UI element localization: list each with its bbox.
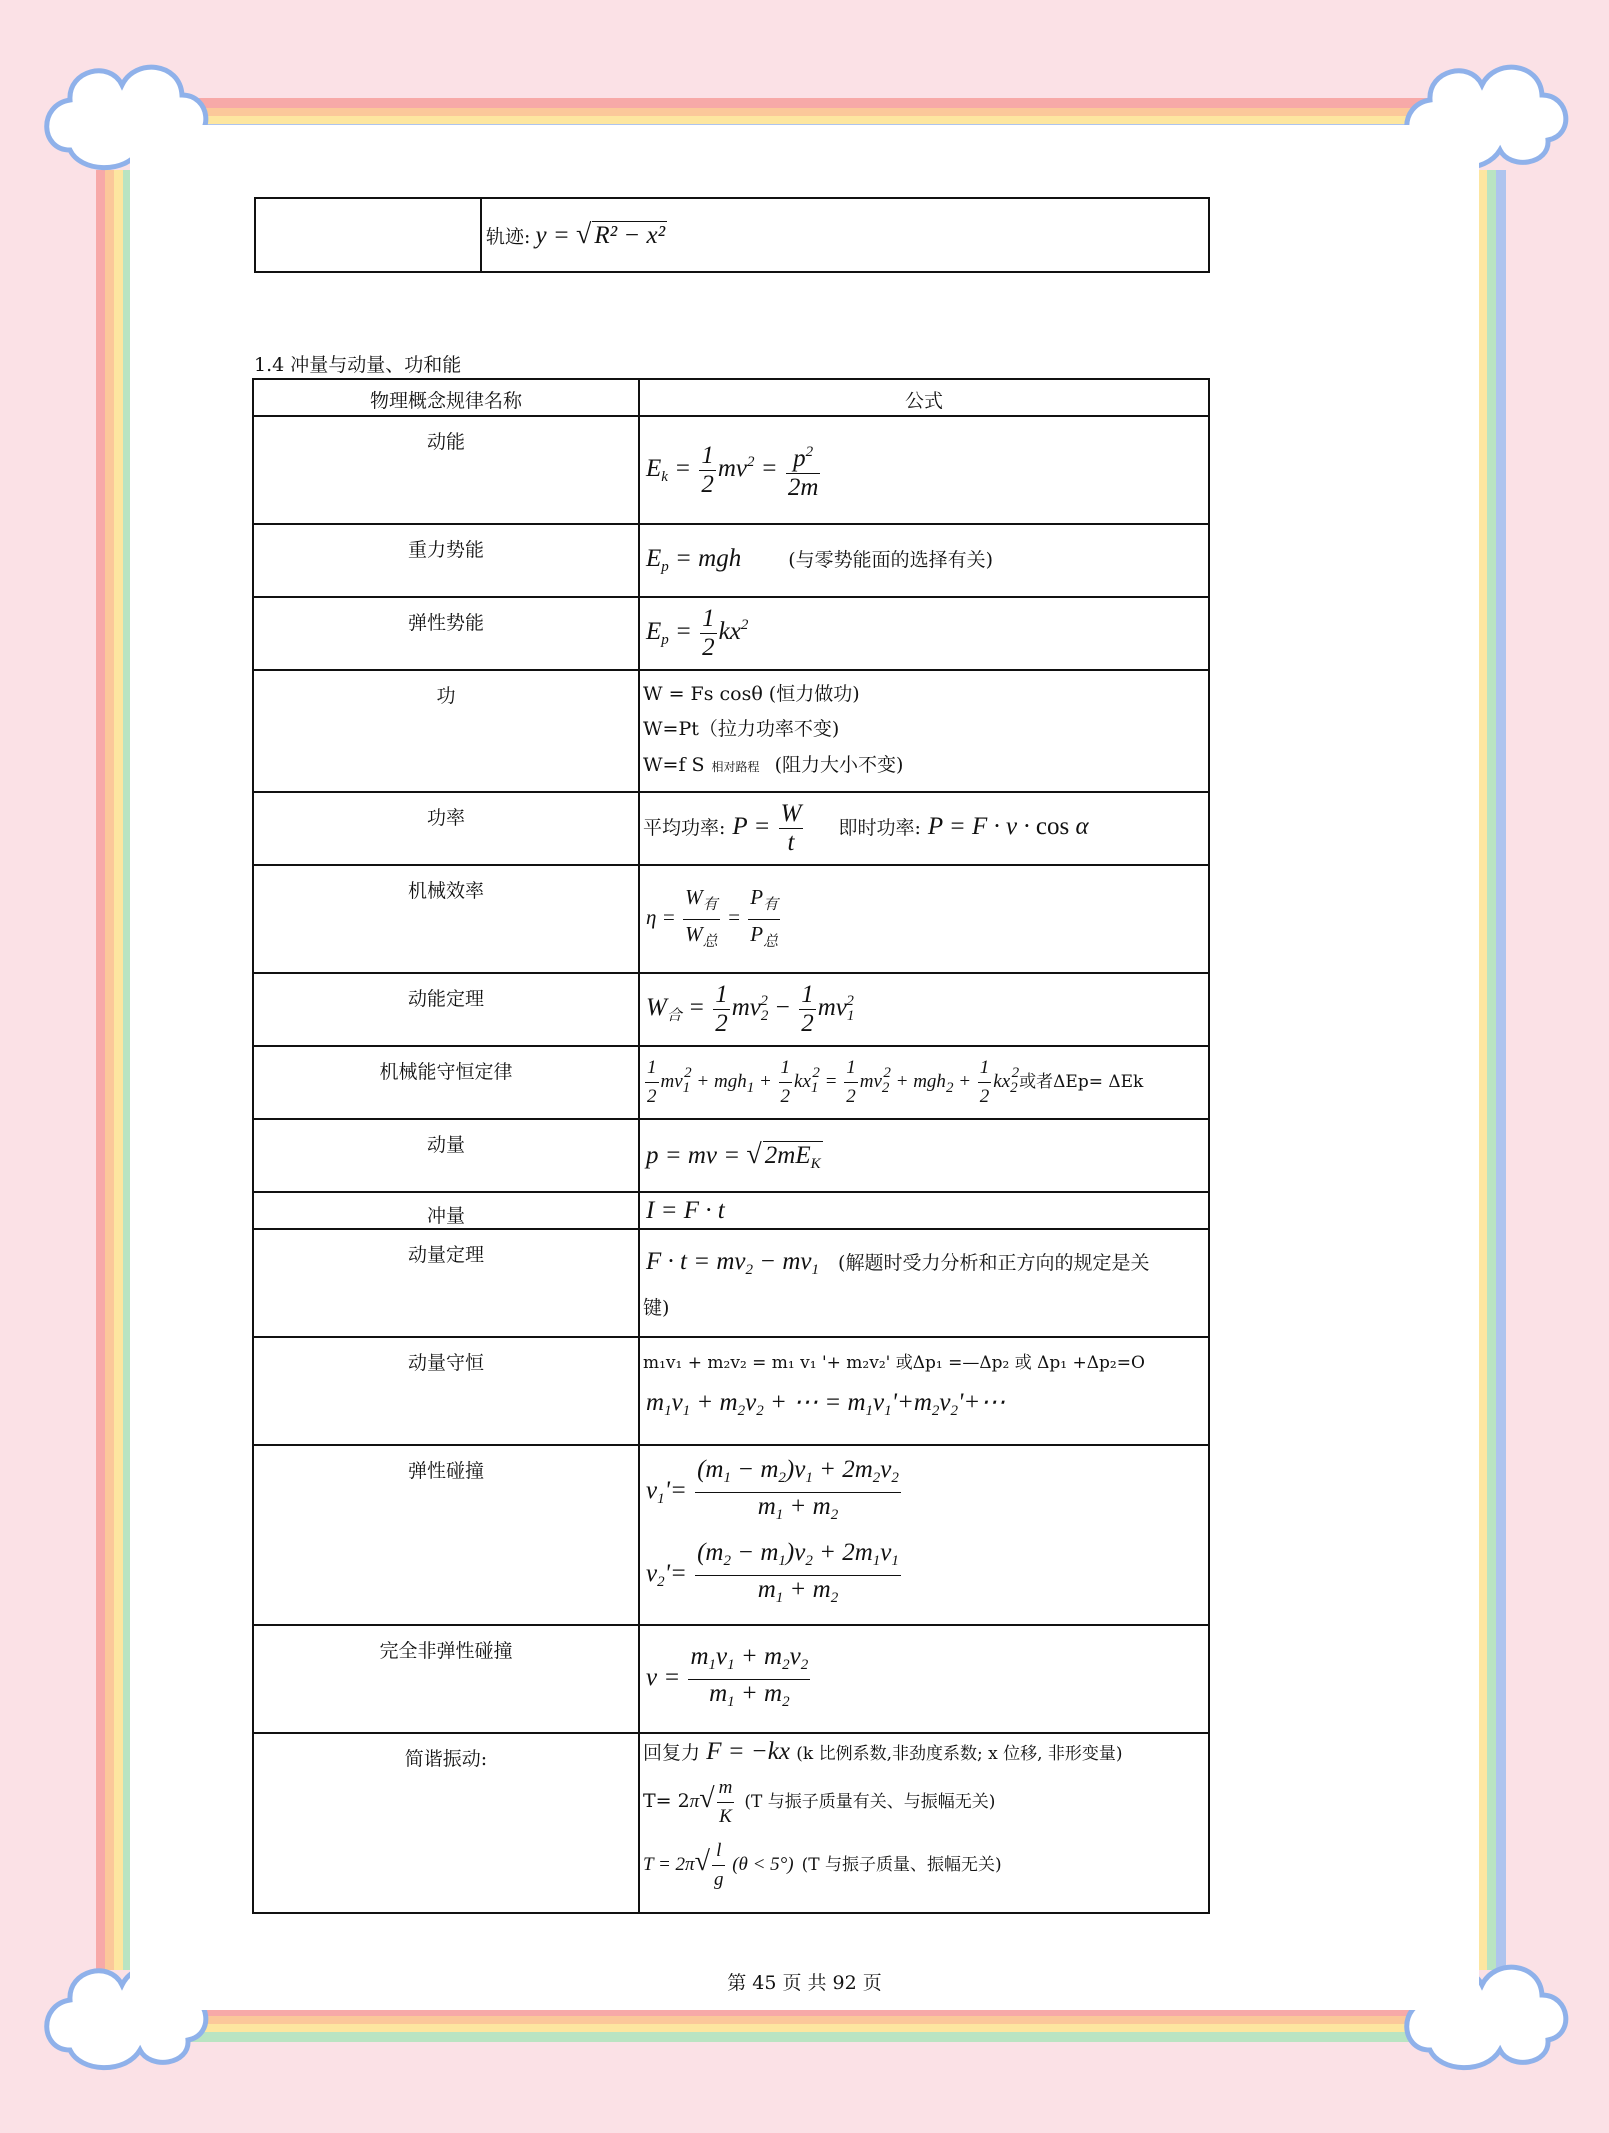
gravity-pe-note: (与零势能面的选择有关) — [788, 549, 994, 571]
shm-line-1 — [643, 1738, 1205, 1766]
impulse-formula: I = F · t — [646, 1196, 725, 1224]
trajectory-radicand: R² − x² — [594, 222, 666, 249]
elastic-collision-v2: $v_2'=$ $\frac{(m_2 - m_1)v_2 + 2m_1v_1}{m_1 + m_2}$ — [646, 1539, 899, 1606]
period-prefix: T= 2 — [643, 1789, 690, 1812]
row-name: 机械能守恒定律 — [253, 1046, 639, 1119]
shm-line-3 — [643, 1837, 1205, 1894]
row-name: 动量定理 — [253, 1229, 639, 1337]
instant-power-formula: P = F · v · cos α — [927, 813, 1089, 841]
row-name: 机械效率 — [253, 865, 639, 973]
work-line-1: W = Fs cosθ (恒力做功) — [643, 683, 860, 705]
period-spring-note: (T 与振子质量有关、与振幅无关) — [744, 1791, 996, 1812]
header-formula: 公式 — [639, 379, 1209, 416]
shm-line-2 — [643, 1774, 1205, 1831]
table-row — [253, 1119, 1209, 1192]
inelastic-collision-formula: v = $\frac{m_1v_1 + m_2v_2}{m_1 + m_2}$ — [646, 1642, 809, 1710]
row-name: 重力势能 — [253, 524, 639, 597]
impulse-theorem-note: (解题时受力分析和正方向的规定是关 — [838, 1252, 1150, 1274]
table-row — [253, 1229, 1209, 1337]
row-name: 完全非弹性碰撞 — [253, 1625, 639, 1733]
table-row — [253, 416, 1209, 524]
formula-cell — [639, 1337, 1209, 1445]
restoring-force-note: (k 比例系数,非劲度系数; x 位移, 非形变量) — [796, 1744, 1123, 1764]
trajectory-cell — [481, 198, 1209, 272]
impulse-theorem-line — [643, 1248, 1205, 1279]
formula-cell — [639, 1445, 1209, 1625]
table-row — [253, 1625, 1209, 1733]
work-line-3 — [643, 747, 1205, 785]
row-name: 动量 — [253, 1119, 639, 1192]
restoring-force-label: 回复力 — [643, 1742, 701, 1764]
header-name: 物理概念规律名称 — [253, 379, 639, 416]
momentum-conservation-line-1: m₁v₁ + m₂v₂ = m₁ v₁ '+ m₂v₂' 或Δp₁ =—Δp₂ 或 Δp₁ +Δp₂=O — [643, 1353, 1145, 1373]
page-footer: 第 45 页 共 92 页 — [727, 1972, 882, 1994]
restoring-force-formula: F = −kx — [700, 1738, 797, 1765]
formula-cell — [639, 792, 1209, 865]
row-name: 功率 — [253, 792, 639, 865]
gravity-pe-formula: $E_p$ = mgh — [646, 545, 742, 575]
momentum-formula: p = mv = √ $2mE_K$ — [646, 1138, 821, 1172]
trajectory-empty-cell — [255, 198, 481, 272]
period-pendulum-note: (T 与振子质量、振幅无关) — [801, 1854, 1002, 1875]
sqrt-sign: √ — [575, 219, 592, 250]
mech-energy-tail: 或者ΔEp= ΔEk — [1019, 1071, 1144, 1092]
period-pendulum-formula: T = 2π√ $\frac{l}{g}$ (θ < 5°) — [643, 1854, 794, 1875]
table-row — [253, 524, 1209, 597]
work-line-3-sub: 相对路程 — [711, 760, 760, 774]
work-line-2: W=Pt（拉力功率不变) — [643, 718, 840, 740]
formula-cell — [639, 416, 1209, 524]
formula-cell — [639, 670, 1209, 792]
kinetic-energy-formula: $E_k$ = $\frac{1}{2}$ $mv^2$ = $\frac{p^2}{2m}$ — [646, 455, 822, 482]
table-row — [253, 865, 1209, 973]
formula-cell — [639, 1119, 1209, 1192]
row-name: 冲量 — [253, 1192, 639, 1229]
row-name: 动量守恒 — [253, 1337, 639, 1445]
table-row — [253, 1046, 1209, 1119]
row-name: 动能定理 — [253, 973, 639, 1046]
average-power-formula: P = $\frac{W}{t}$ — [732, 800, 802, 856]
section-title: 1.4 冲量与动量、功和能 — [254, 354, 462, 376]
impulse-theorem-note-2: 键) — [643, 1297, 670, 1319]
mech-energy-formula: $\frac{1}{2}$ $mv_1^2 + mgh_1$ + $\frac{1}{2}$ $kx_1^2$ = $\frac{1}{2}$ $mv_2^2 + mgh_2$ + $\frac{1}{2}$ $kx_2^2$ — [643, 1071, 1019, 1092]
formula-cell — [639, 524, 1209, 597]
formula-table — [252, 378, 1210, 1914]
efficiency-formula: η = $\frac{W_有}{W_总}$ = $\frac{P_有}{P_总}$ — [646, 884, 779, 950]
table-row — [253, 973, 1209, 1046]
formula-cell — [639, 1229, 1209, 1337]
row-name: 动能 — [253, 416, 639, 524]
table-row — [253, 597, 1209, 670]
row-name: 弹性势能 — [253, 597, 639, 670]
table-row — [253, 1445, 1209, 1625]
impulse-theorem-formula: $F \cdot t = mv_2 - mv_1$ — [646, 1248, 820, 1278]
formula-cell — [639, 1192, 1209, 1229]
table-row — [253, 670, 1209, 792]
elastic-pe-formula: $E_p$ = $\frac{1}{2}$ $kx^2$ — [646, 605, 749, 661]
work-energy-formula: $W_合$ = $\frac{1}{2}$ $mv_2^2$ − $\frac{1}{2}$ $mv_1^2$ — [646, 981, 855, 1037]
formula-cell — [639, 597, 1209, 670]
row-name: 简谐振动: — [253, 1733, 639, 1913]
row-name: 功 — [253, 670, 639, 792]
table-row — [253, 1337, 1209, 1445]
trajectory-label: 轨迹: — [486, 226, 531, 248]
elastic-collision-v1: $v_1'=$ $\frac{(m_1 - m_2)v_1 + 2m_2v_2}{m_1 + m_2}$ — [646, 1456, 899, 1523]
trajectory-formula — [535, 219, 668, 250]
momentum-conservation-line-2: $m_1v_1 + m_2v_2$ + ⋯ = $m_1v_1'+m_2v_2'+\cdots$ — [646, 1389, 1006, 1419]
formula-cell — [639, 1733, 1209, 1913]
formula-cell — [639, 973, 1209, 1046]
average-power-label: 平均功率: — [643, 817, 726, 840]
table-row — [253, 1733, 1209, 1913]
trajectory-table — [254, 197, 1210, 273]
formula-cell — [639, 1625, 1209, 1733]
formula-cell — [639, 865, 1209, 973]
row-name: 弹性碰撞 — [253, 1445, 639, 1625]
period-spring-formula: π√ $\frac{m}{K}$ — [690, 1791, 737, 1812]
table-row — [253, 1192, 1209, 1229]
formula-cell — [639, 1046, 1209, 1119]
work-line-3-note: (阻力大小不变) — [774, 754, 904, 776]
instant-power-label: 即时功率: — [838, 817, 921, 840]
work-line-3-main: W=f S — [643, 754, 705, 776]
table-row — [253, 792, 1209, 865]
trajectory-lhs: y = — [535, 222, 576, 249]
